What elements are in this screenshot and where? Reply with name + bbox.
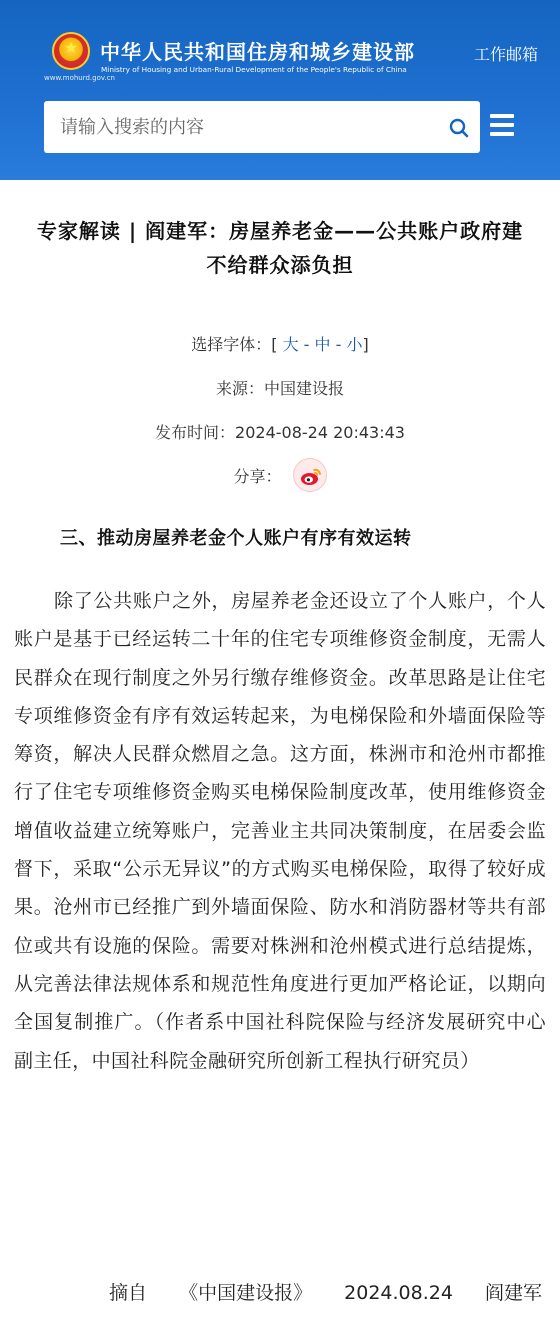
- site-url: www.mohurd.gov.cn: [44, 74, 115, 82]
- article-source: 来源：中国建设报: [215, 379, 344, 398]
- font-size-large[interactable]: 大: [282, 335, 299, 354]
- footer-excerpt: 摘自: [109, 1282, 148, 1304]
- share-row: [0, 458, 560, 492]
- weibo-share-icon[interactable]: [293, 458, 327, 492]
- footer-author: 阎建军: [484, 1282, 542, 1304]
- font-size-medium[interactable]: 中: [314, 335, 331, 354]
- section-heading: 三、推动房屋养老金个人账户有序有效运转: [60, 528, 412, 549]
- work-mail-link[interactable]: 工作邮箱: [474, 45, 539, 64]
- site-title[interactable]: 中华人民共和国住房和城乡建设部: [100, 40, 415, 64]
- article-footer: [0, 1278, 560, 1305]
- article-title: 专家解读 | 阎建军：房屋养老金——公共账户政府建 不给群众添负担: [36, 219, 545, 277]
- search-input[interactable]: [44, 101, 434, 153]
- article-body: 除了公共账户之外，房屋养老金还设立了个人账户，个人账户是基于已经运转二十年的住宅专项维修资金制度，无需人民群众在现行制度之外另行缴存维修资金。改革思路是让住宅专项维修资金有序有效运转起来，为电梯保险和外墙面保险等筹资，解决人民群众燃眉之急。这方面，株洲市和沧州市都推行了住宅专项维修资金购买电梯保险制度改革，使用维修资金增值收益建立统筹账户，完善业主共同决策制度，在居委会监督下，采取“公示无异议”的方式购买电梯保险，取得了较好成果。沧州市已经推广到外墙面保险、防水和消防器材等共有部位或共有设施的保险。需要对株洲和沧州模式进行总结提炼，从完善法律法规体系和规范性角度进行更加严格论证，以期向全国复制推广。（作者系中国社科院保险与经济发展研究中心副主任，中国社科院金融研究所创新工程执行研究员）: [14, 590, 546, 1072]
- publish-time: 发布时间：2024-08-24 20:43:43: [155, 423, 405, 442]
- share-label: 分享：: [233, 466, 282, 486]
- menu-icon[interactable]: [490, 114, 518, 140]
- national-emblem-icon: ★: [52, 32, 90, 70]
- footer-source: 《中国建设报》: [179, 1282, 313, 1304]
- footer-date: 2024.08.24: [344, 1282, 453, 1304]
- font-size-selector: 选择字体：[ 大 - 中 - 小]: [191, 335, 369, 354]
- site-header: [0, 0, 560, 180]
- font-size-label: 选择字体：: [191, 335, 272, 354]
- site-title-english: Ministry of Housing and Urban-Rural Development of the People's Republic of China: [101, 65, 407, 74]
- search-icon[interactable]: [448, 117, 470, 139]
- font-size-small[interactable]: 小: [346, 335, 363, 354]
- search-bar: [44, 101, 480, 153]
